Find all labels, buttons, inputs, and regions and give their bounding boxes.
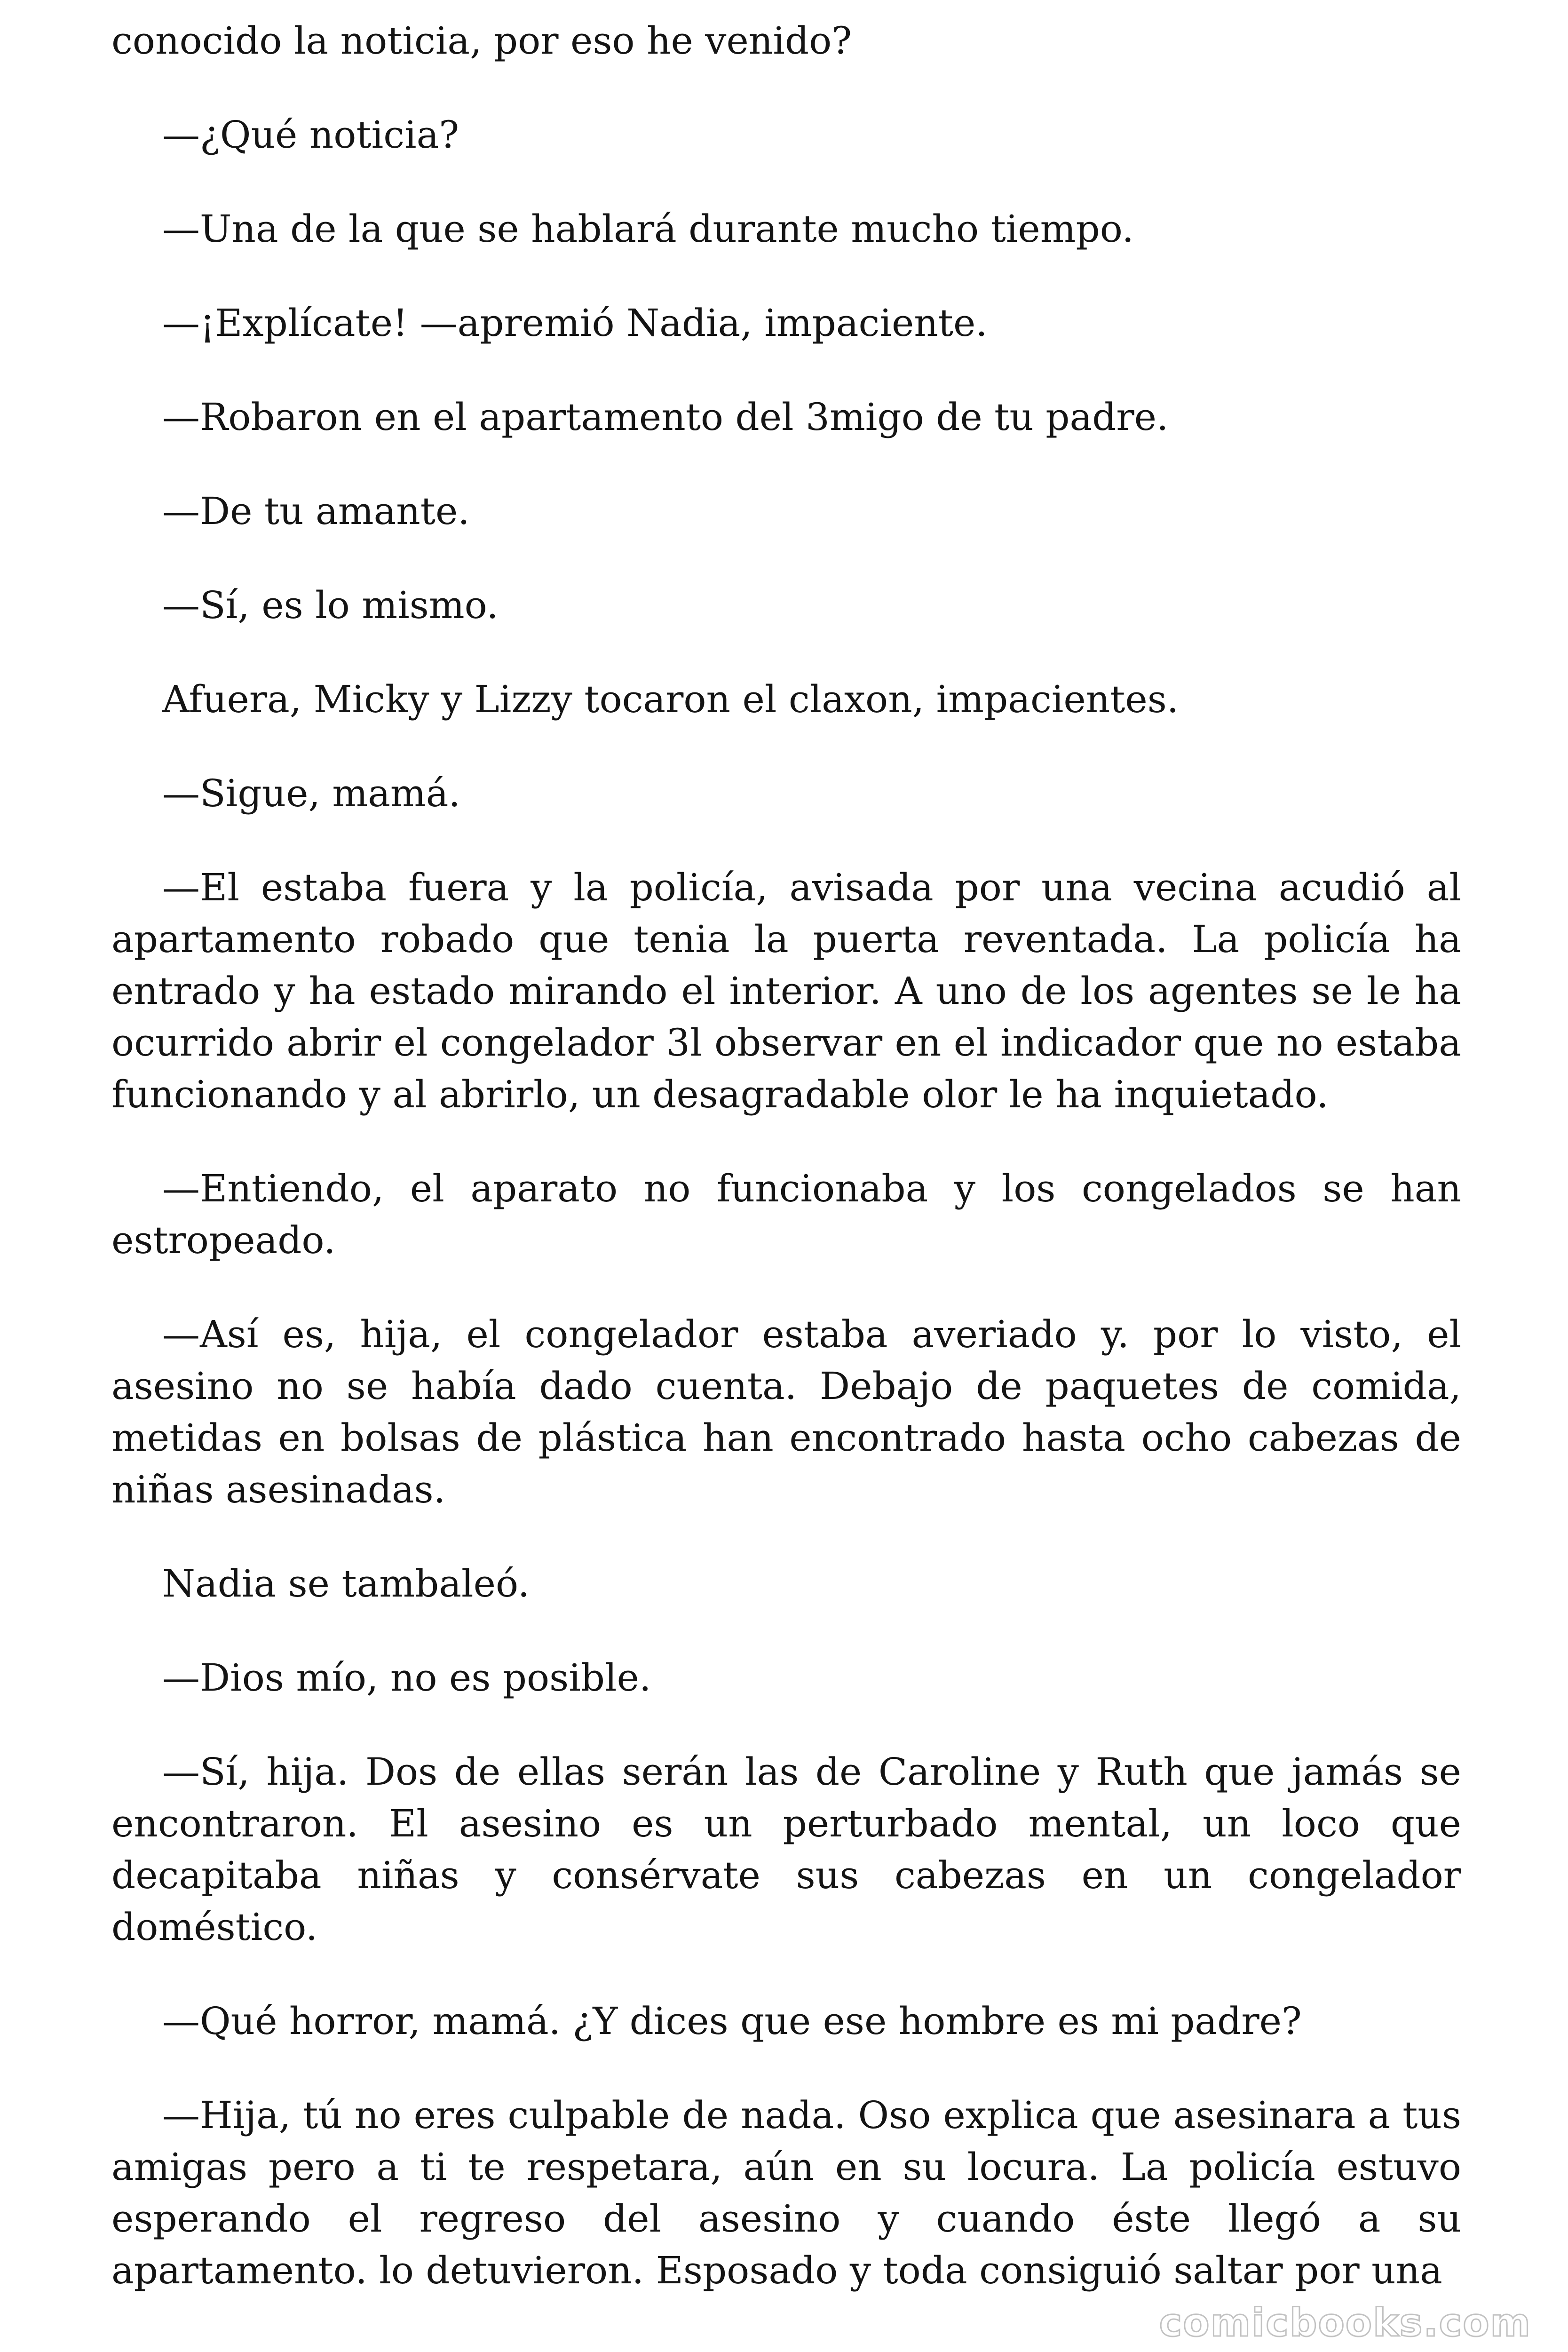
dialogue-paragraph: —El estaba fuera y la policía, avisada por una vecina acudió al apartamento robado que tenia la puerta reventada. La policía ha entrado y ha estado mirando el interior. A uno de los agentes se le ha ocurrido abrir el congelador 3l observar en el indicador que no estaba funcionando y al abrirlo, un desagradable olor le ha inquietado. [111, 866, 1461, 1116]
dialogue-line: —Dios mío, no es posible. [162, 1656, 651, 1700]
dialogue-line: —Sigue, mamá. [162, 771, 460, 815]
dialogue-line: —Una de la que se hablará durante mucho tiempo. [162, 207, 1134, 251]
dialogue-line: —Sí, es lo mismo. [162, 583, 499, 627]
dialogue-paragraph: —Sí, hija. Dos de ellas serán las de Caroline y Ruth que jamás se encontraron. El asesino es un perturbado mental, un loco que decapitaba niñas y consérvate sus cabezas en un congelador doméstico. [111, 1750, 1461, 1949]
book-page [111, 0, 1461, 2352]
narration-line: Afuera, Micky y Lizzy tocaron el claxon, impacientes. [162, 677, 1179, 721]
dialogue-line: —¡Explícate! —apremió Nadia, impaciente. [162, 301, 988, 345]
dialogue-line: —De tu amante. [162, 489, 470, 533]
dialogue-paragraph: —Hija, tú no eres culpable de nada. Oso explica que asesinara a tus amigas pero a ti te respetara, aún en su locura. La policía estuvo esperando el regreso del asesino y cuando éste llegó a su apartamento. lo detuvieron. Esposado y toda consiguió saltar por una [111, 2093, 1461, 2292]
dialogue-paragraph: —Entiendo, el aparato no funcionaba y los congelados se han estropeado. [111, 1167, 1461, 1262]
dialogue-paragraph: —Así es, hija, el congelador estaba averiado y. por lo visto, el asesino no se había dado cuenta. Debajo de paquetes de comida, metidas en bolsas de plástica han encontrado hasta ocho cabezas de niñas asesinadas. [111, 1312, 1461, 1511]
paragraph-continuation: conocido la noticia, por eso he venido? [111, 19, 852, 63]
narration-line: Nadia se tambaleó. [162, 1562, 530, 1605]
site-watermark: comicbooks.com [1159, 2301, 1531, 2345]
dialogue-line: —¿Qué noticia? [162, 113, 459, 157]
dialogue-line: —Robaron en el apartamento del 3migo de tu padre. [162, 395, 1169, 439]
dialogue-line: —Qué horror, mamá. ¿Y dices que ese hombre es mi padre? [162, 1999, 1302, 2043]
